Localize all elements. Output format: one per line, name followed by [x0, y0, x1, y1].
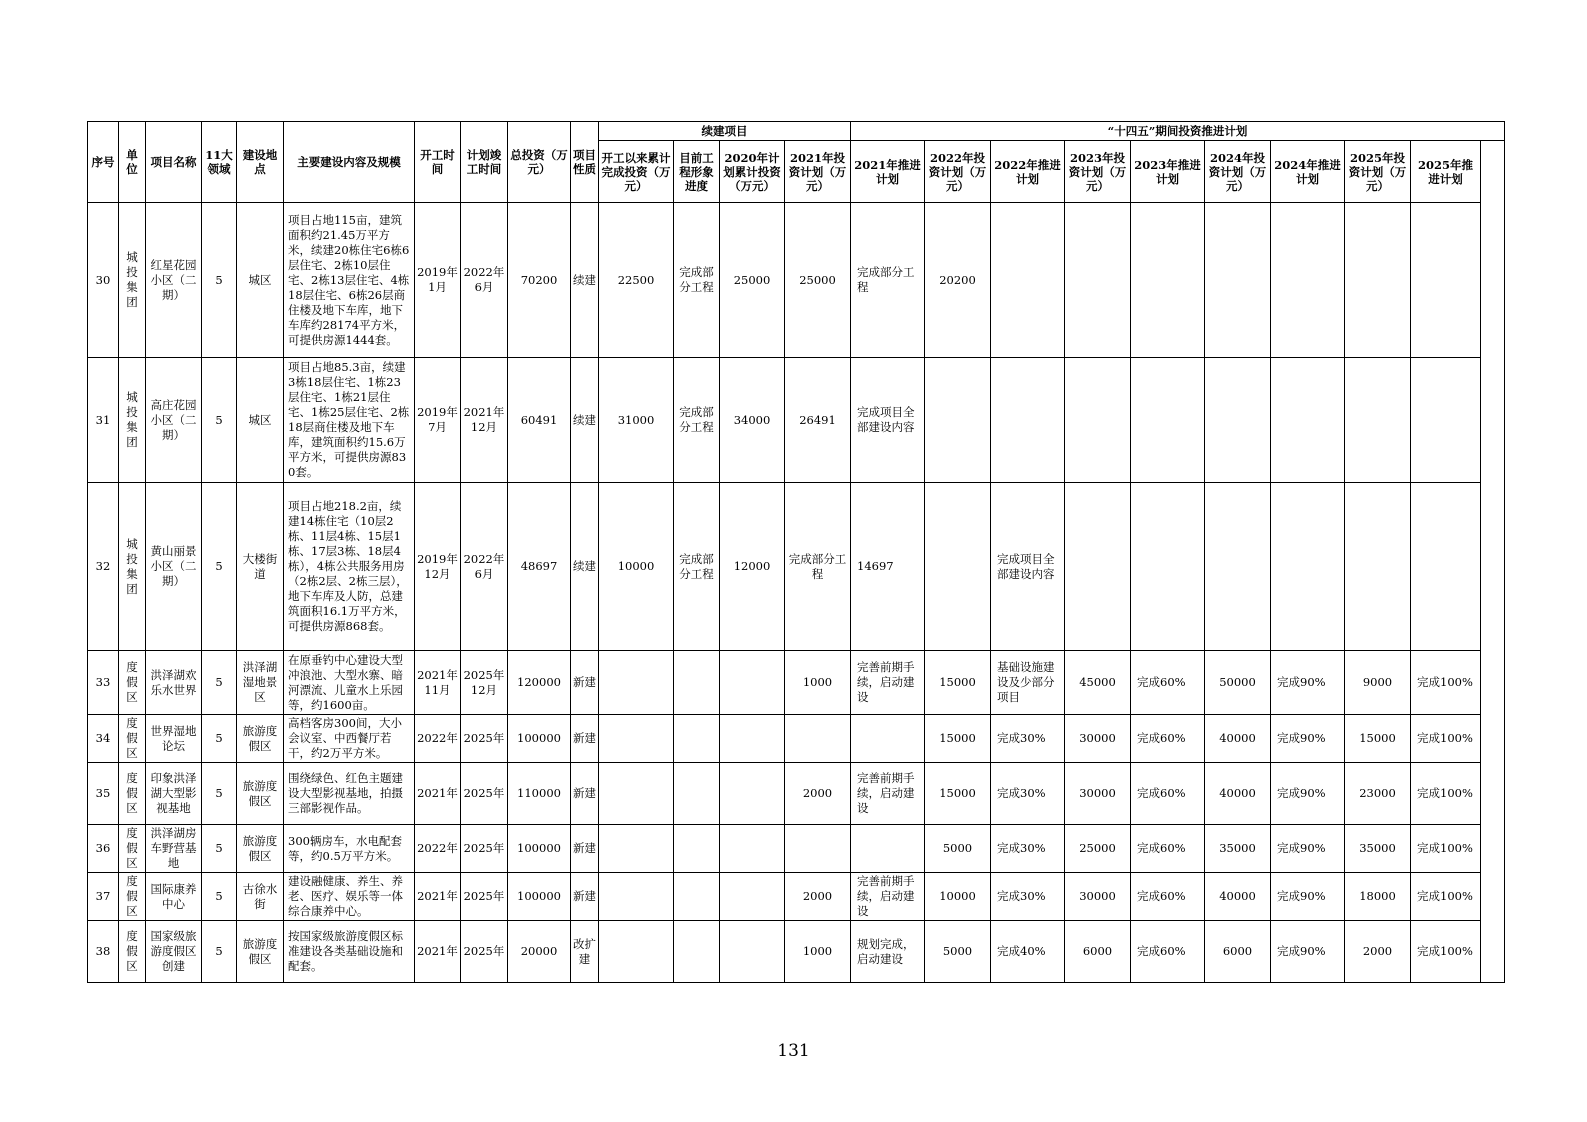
- cell-start: 2021年11月: [415, 651, 461, 715]
- cell-nature: 续建: [571, 358, 599, 483]
- cell-cont-invest: 31000: [599, 358, 674, 483]
- cell-cont-invest: 22500: [599, 203, 674, 358]
- header-prog2025: 2025年推进计划: [1411, 141, 1481, 203]
- cell-field: 5: [202, 921, 237, 983]
- cell-inv2021: 26491: [785, 358, 851, 483]
- header-group-continuing: 续建项目: [599, 122, 851, 141]
- cell-prog2025: 完成100%: [1411, 651, 1481, 715]
- cell-total: 120000: [508, 651, 571, 715]
- cell-seq: 30: [88, 203, 119, 358]
- cell-nature: 续建: [571, 483, 599, 651]
- cell-plan2020: [720, 763, 785, 825]
- cell-total: 70200: [508, 203, 571, 358]
- cell-prog2021: [851, 715, 925, 763]
- cell-prog2022: 完成40%: [991, 921, 1065, 983]
- cell-finish: 2025年: [461, 825, 508, 873]
- cell-seq: 33: [88, 651, 119, 715]
- header-nature: 项目性质: [571, 122, 599, 203]
- cell-cont-progress: [674, 825, 720, 873]
- cell-location: 古徐水街: [237, 873, 284, 921]
- cell-name: 洪泽湖房车野营基地: [146, 825, 202, 873]
- cell-unit: 度假区: [119, 763, 146, 825]
- cell-prog2022: 完成30%: [991, 825, 1065, 873]
- cell-inv2022: 5000: [925, 921, 991, 983]
- cell-finish: 2022年6月: [461, 203, 508, 358]
- cell-seq: 34: [88, 715, 119, 763]
- cell-inv2021: 25000: [785, 203, 851, 358]
- header-inv2021: 2021年投资计划（万元）: [785, 141, 851, 203]
- cell-finish: 2021年12月: [461, 358, 508, 483]
- cell-inv2023: [1065, 358, 1131, 483]
- cell-prog2022: [991, 203, 1065, 358]
- cell-finish: 2025年: [461, 763, 508, 825]
- cell-prog2022: [991, 358, 1065, 483]
- header-total: 总投资（万元）: [508, 122, 571, 203]
- cell-total: 100000: [508, 825, 571, 873]
- cell-finish: 2025年: [461, 921, 508, 983]
- cell-plan2020: [720, 873, 785, 921]
- cell-location: 大楼街道: [237, 483, 284, 651]
- cell-plan2020: [720, 715, 785, 763]
- page-number: 131: [777, 1041, 810, 1061]
- cell-field: 5: [202, 358, 237, 483]
- cell-inv2022: 15000: [925, 651, 991, 715]
- cell-prog2021: 14697: [851, 483, 925, 651]
- cell-prog2021: 完成部分工程: [851, 203, 925, 358]
- cell-cont-progress: 完成部分工程: [674, 358, 720, 483]
- cell-inv2024: 40000: [1205, 763, 1271, 825]
- cell-inv2022: [925, 483, 991, 651]
- header-seq: 序号: [88, 122, 119, 203]
- cell-cont-progress: 完成部分工程: [674, 203, 720, 358]
- cell-inv2023: 30000: [1065, 873, 1131, 921]
- cell-prog2023: 完成60%: [1131, 873, 1205, 921]
- cell-name: 洪泽湖欢乐水世界: [146, 651, 202, 715]
- cell-prog2025: 完成100%: [1411, 825, 1481, 873]
- cell-plan2020: 12000: [720, 483, 785, 651]
- cell-plan2020: [720, 825, 785, 873]
- header-finish: 计划竣工时间: [461, 122, 508, 203]
- cell-inv2025: 9000: [1345, 651, 1411, 715]
- cell-cont-invest: 10000: [599, 483, 674, 651]
- cell-seq: 35: [88, 763, 119, 825]
- cell-inv2023: 45000: [1065, 651, 1131, 715]
- cell-plan2020: [720, 921, 785, 983]
- cell-prog2021: [851, 825, 925, 873]
- cell-inv2025: 35000: [1345, 825, 1411, 873]
- table-row: [88, 715, 1505, 763]
- cell-location: 城区: [237, 203, 284, 358]
- cell-location: 旅游度假区: [237, 921, 284, 983]
- cell-unit: 度假区: [119, 651, 146, 715]
- cell-prog2024: 完成90%: [1271, 715, 1345, 763]
- cell-inv2024: 35000: [1205, 825, 1271, 873]
- table-row: [88, 203, 1505, 358]
- cell-field: 5: [202, 763, 237, 825]
- cell-prog2025: 完成100%: [1411, 873, 1481, 921]
- cell-nature: 新建: [571, 763, 599, 825]
- cell-content: 按国家级旅游度假区标准建设各类基础设施和配套。: [284, 921, 415, 983]
- cell-inv2022: 15000: [925, 763, 991, 825]
- cell-prog2025: 完成100%: [1411, 763, 1481, 825]
- cell-prog2024: [1271, 203, 1345, 358]
- cell-inv2022: 15000: [925, 715, 991, 763]
- cell-nature: 新建: [571, 825, 599, 873]
- cell-name: 印象洪泽湖大型影视基地: [146, 763, 202, 825]
- cell-prog2023: 完成60%: [1131, 715, 1205, 763]
- header-group-plan: “十四五”期间投资推进计划: [851, 122, 1505, 141]
- cell-inv2021: [785, 825, 851, 873]
- table-row: [88, 921, 1505, 983]
- cell-name: 国家级旅游度假区创建: [146, 921, 202, 983]
- header-inv2024: 2024年投资计划（万元）: [1205, 141, 1271, 203]
- cell-start: 2019年1月: [415, 203, 461, 358]
- cell-nature: 改扩建: [571, 921, 599, 983]
- cell-prog2023: [1131, 483, 1205, 651]
- cell-inv2024: [1205, 358, 1271, 483]
- cell-cont-invest: [599, 715, 674, 763]
- cell-inv2024: 40000: [1205, 715, 1271, 763]
- header-cont-progress: 目前工程形象进度: [674, 141, 720, 203]
- cell-content: 项目占地218.2亩，续建14栋住宅（10层2栋、11层4栋、15层1栋、17层3栋、18层4栋），4栋公共服务用房（2栋2层、2栋三层），地下车库及人防，总建筑面积16.1万平方米，可提供房源868套。: [284, 483, 415, 651]
- header-prog2023: 2023年推进计划: [1131, 141, 1205, 203]
- cell-plan2020: 34000: [720, 358, 785, 483]
- cell-inv2023: 30000: [1065, 715, 1131, 763]
- cell-prog2024: 完成90%: [1271, 651, 1345, 715]
- cell-nature: 续建: [571, 203, 599, 358]
- cell-inv2024: 40000: [1205, 873, 1271, 921]
- cell-cont-progress: 完成部分工程: [674, 483, 720, 651]
- cell-prog2021: 完善前期手续，启动建设: [851, 651, 925, 715]
- cell-start: 2021年: [415, 763, 461, 825]
- cell-inv2021: 完成部分工程: [785, 483, 851, 651]
- investment-plan-table: [87, 121, 1505, 983]
- cell-prog2022: 完成30%: [991, 873, 1065, 921]
- cell-location: 旅游度假区: [237, 715, 284, 763]
- cell-finish: 2025年: [461, 873, 508, 921]
- header-prog2022: 2022年推进计划: [991, 141, 1065, 203]
- cell-prog2023: [1131, 203, 1205, 358]
- cell-total: 100000: [508, 715, 571, 763]
- cell-inv2021: [785, 715, 851, 763]
- cell-inv2022: 5000: [925, 825, 991, 873]
- table-row: [88, 763, 1505, 825]
- cell-total: 110000: [508, 763, 571, 825]
- cell-location: 旅游度假区: [237, 825, 284, 873]
- cell-unit: 城投集团: [119, 358, 146, 483]
- cell-cont-progress: [674, 763, 720, 825]
- cell-content: 建设融健康、养生、养老、医疗、娱乐等一体综合康养中心。: [284, 873, 415, 921]
- header-inv2025: 2025年投资计划（万元）: [1345, 141, 1411, 203]
- cell-prog2021: 完善前期手续，启动建设: [851, 763, 925, 825]
- cell-unit: 度假区: [119, 825, 146, 873]
- cell-inv2023: 25000: [1065, 825, 1131, 873]
- cell-inv2023: [1065, 203, 1131, 358]
- table-body: [88, 203, 1505, 983]
- cell-cont-progress: [674, 873, 720, 921]
- cell-prog2024: 完成90%: [1271, 921, 1345, 983]
- cell-content: 在原垂钓中心建设大型冲浪池、大型水寨、暗河漂流、儿童水上乐园等，约1600亩。: [284, 651, 415, 715]
- cell-prog2022: 完成30%: [991, 763, 1065, 825]
- cell-seq: 37: [88, 873, 119, 921]
- cell-prog2023: 完成60%: [1131, 825, 1205, 873]
- cell-content: 高档客房300间，大小会议室、中西餐厅若干，约2万平方米。: [284, 715, 415, 763]
- header-start: 开工时间: [415, 122, 461, 203]
- cell-prog2021: 规划完成，启动建设: [851, 921, 925, 983]
- cell-name: 红星花园小区（二期）: [146, 203, 202, 358]
- cell-inv2024: [1205, 483, 1271, 651]
- header-plan2020: 2020年计划累计投资（万元）: [720, 141, 785, 203]
- cell-start: 2019年12月: [415, 483, 461, 651]
- cell-inv2023: 30000: [1065, 763, 1131, 825]
- header-location: 建设地点: [237, 122, 284, 203]
- cell-seq: 38: [88, 921, 119, 983]
- cell-plan2020: 25000: [720, 203, 785, 358]
- cell-inv2021: 2000: [785, 873, 851, 921]
- cell-prog2023: [1131, 358, 1205, 483]
- cell-content: 项目占地85.3亩，续建3栋18层住宅、1栋23层住宅、1栋21层住宅、1栋25层住宅、2栋18层商住楼及地下车库，建筑面积约15.6万平方米，可提供房源830套。: [284, 358, 415, 483]
- cell-inv2025: [1345, 483, 1411, 651]
- header-prog2024: 2024年推进计划: [1271, 141, 1345, 203]
- cell-prog2025: 完成100%: [1411, 921, 1481, 983]
- cell-cont-progress: [674, 651, 720, 715]
- cell-inv2022: 20200: [925, 203, 991, 358]
- header-inv2022: 2022年投资计划（万元）: [925, 141, 991, 203]
- cell-inv2025: [1345, 358, 1411, 483]
- header-content: 主要建设内容及规模: [284, 122, 415, 203]
- header-inv2023: 2023年投资计划（万元）: [1065, 141, 1131, 203]
- cell-field: 5: [202, 873, 237, 921]
- header-name: 项目名称: [146, 122, 202, 203]
- cell-content: 300辆房车，水电配套等，约0.5万平方米。: [284, 825, 415, 873]
- table-row: [88, 873, 1505, 921]
- cell-inv2025: [1345, 203, 1411, 358]
- cell-inv2021: 2000: [785, 763, 851, 825]
- cell-inv2023: 6000: [1065, 921, 1131, 983]
- cell-total: 100000: [508, 873, 571, 921]
- cell-inv2024: 50000: [1205, 651, 1271, 715]
- cell-location: 旅游度假区: [237, 763, 284, 825]
- cell-prog2022: 完成项目全部建设内容: [991, 483, 1065, 651]
- cell-prog2022: 基础设施建设及少部分项目: [991, 651, 1065, 715]
- table-row: [88, 358, 1505, 483]
- cell-content: 围绕绿色、红色主题建设大型影视基地，拍摄三部影视作品。: [284, 763, 415, 825]
- cell-field: 5: [202, 203, 237, 358]
- header-field: 11大领域: [202, 122, 237, 203]
- cell-cont-invest: [599, 763, 674, 825]
- cell-cont-invest: [599, 651, 674, 715]
- table-row: [88, 825, 1505, 873]
- cell-unit: 城投集团: [119, 483, 146, 651]
- cell-prog2024: 完成90%: [1271, 873, 1345, 921]
- table-row: [88, 651, 1505, 715]
- cell-inv2022: [925, 358, 991, 483]
- table-row: [88, 483, 1505, 651]
- cell-cont-progress: [674, 715, 720, 763]
- cell-seq: 36: [88, 825, 119, 873]
- cell-inv2025: 18000: [1345, 873, 1411, 921]
- cell-prog2024: 完成90%: [1271, 763, 1345, 825]
- cell-total: 60491: [508, 358, 571, 483]
- cell-total: 48697: [508, 483, 571, 651]
- cell-inv2025: 15000: [1345, 715, 1411, 763]
- cell-prog2021: 完善前期手续，启动建设: [851, 873, 925, 921]
- cell-prog2022: 完成30%: [991, 715, 1065, 763]
- cell-location: 城区: [237, 358, 284, 483]
- header-unit: 单位: [119, 122, 146, 203]
- header-prog2021: 2021年推进计划: [851, 141, 925, 203]
- cell-nature: 新建: [571, 715, 599, 763]
- header-cont-invest: 开工以来累计完成投资（万元）: [599, 141, 674, 203]
- cell-prog2025: [1411, 358, 1481, 483]
- cell-cont-progress: [674, 921, 720, 983]
- cell-cont-invest: [599, 921, 674, 983]
- cell-finish: 2025年: [461, 715, 508, 763]
- cell-name: 黄山丽景小区（二期）: [146, 483, 202, 651]
- cell-start: 2022年: [415, 825, 461, 873]
- cell-content: 项目占地115亩，建筑面积约21.45万平方米，续建20栋住宅6栋6层住宅、2栋10层住宅、2栋13层住宅、4栋18层住宅、6栋26层商住楼及地下车库，地下车库约28174平方米，可提供房源1444套。: [284, 203, 415, 358]
- cell-field: 5: [202, 715, 237, 763]
- cell-prog2025: [1411, 483, 1481, 651]
- cell-unit: 度假区: [119, 715, 146, 763]
- cell-name: 高庄花园小区（二期）: [146, 358, 202, 483]
- cell-plan2020: [720, 651, 785, 715]
- cell-start: 2022年: [415, 715, 461, 763]
- cell-prog2025: [1411, 203, 1481, 358]
- cell-inv2025: 23000: [1345, 763, 1411, 825]
- cell-finish: 2022年6月: [461, 483, 508, 651]
- cell-location: 洪泽湖湿地景区: [237, 651, 284, 715]
- cell-field: 5: [202, 651, 237, 715]
- cell-name: 世界湿地论坛: [146, 715, 202, 763]
- cell-nature: 新建: [571, 873, 599, 921]
- cell-unit: 城投集团: [119, 203, 146, 358]
- cell-start: 2021年: [415, 873, 461, 921]
- cell-inv2024: 6000: [1205, 921, 1271, 983]
- cell-start: 2019年7月: [415, 358, 461, 483]
- cell-total: 20000: [508, 921, 571, 983]
- cell-inv2025: 2000: [1345, 921, 1411, 983]
- cell-prog2025: 完成100%: [1411, 715, 1481, 763]
- cell-nature: 新建: [571, 651, 599, 715]
- cell-unit: 度假区: [119, 921, 146, 983]
- cell-inv2023: [1065, 483, 1131, 651]
- cell-inv2024: [1205, 203, 1271, 358]
- cell-prog2024: [1271, 358, 1345, 483]
- cell-cont-invest: [599, 825, 674, 873]
- cell-field: 5: [202, 825, 237, 873]
- cell-prog2024: 完成90%: [1271, 825, 1345, 873]
- cell-start: 2021年: [415, 921, 461, 983]
- cell-prog2023: 完成60%: [1131, 921, 1205, 983]
- cell-inv2021: 1000: [785, 651, 851, 715]
- cell-seq: 32: [88, 483, 119, 651]
- cell-prog2023: 完成60%: [1131, 651, 1205, 715]
- cell-finish: 2025年12月: [461, 651, 508, 715]
- cell-name: 国际康养中心: [146, 873, 202, 921]
- cell-unit: 度假区: [119, 873, 146, 921]
- cell-seq: 31: [88, 358, 119, 483]
- cell-prog2023: 完成60%: [1131, 763, 1205, 825]
- cell-inv2022: 10000: [925, 873, 991, 921]
- cell-cont-invest: [599, 873, 674, 921]
- cell-prog2024: [1271, 483, 1345, 651]
- cell-inv2021: 1000: [785, 921, 851, 983]
- cell-prog2021: 完成项目全部建设内容: [851, 358, 925, 483]
- cell-field: 5: [202, 483, 237, 651]
